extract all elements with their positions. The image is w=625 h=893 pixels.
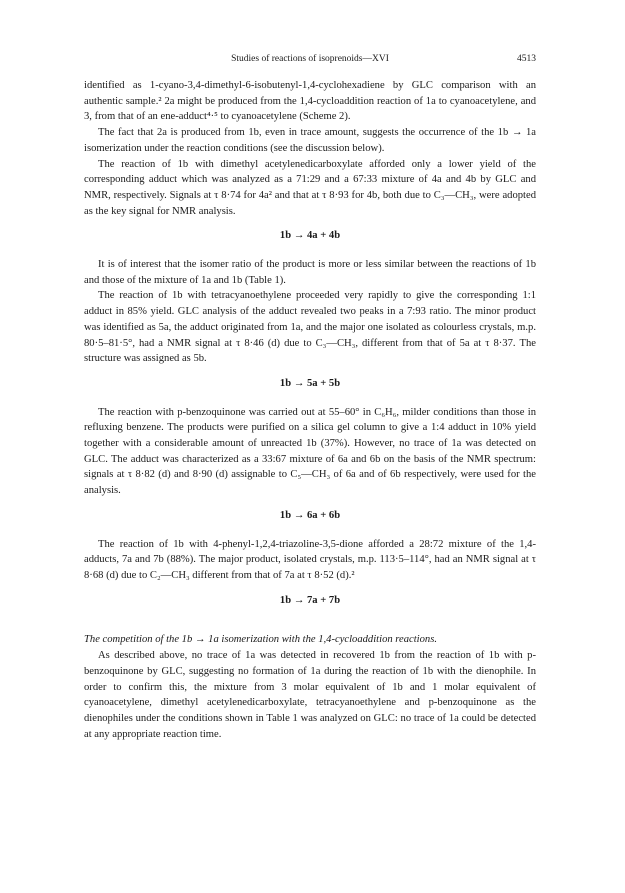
paragraph: The reaction of 1b with 4-phenyl-1,2,4-triazoline-3,5-dione afforded a 28:72 mixture of the 1,4-adducts, 7a and 7b (88%). The major product, isolated crystals, m.p. 113·5–114°, had an NMR signal at τ 8·68 (d) due to C₂—CH₃ different from that of 7a at τ 8·52 (d).² [84, 538, 536, 581]
running-title: Studies of reactions of isoprenoids—XVI [231, 54, 389, 64]
paragraph: The reaction with p-benzoquinone was carried out at 55–60° in C₆H₆, milder conditions than those in refluxing benzene. The products were purified on a silica gel column to give a 1:4 adduct in 10% yield together with a considerable amount of unreacted 1b (37%). However, no trace of 1a was detected on GLC. The adduct was characterized as a 33:67 mixture of 6a and 6b on the basis of the NMR spectrum: signals at τ 8·82 (d) and 8·90 (d) assignable to C₅—CH₃ of 6a and of 6b respectively, were used for the analysis. [84, 406, 536, 497]
reaction-equation: 1b → 6a + 6b [279, 509, 341, 521]
reaction-equation: 1b → 4a + 4b [279, 230, 341, 242]
paragraph: identified as 1-cyano-3,4-dimethyl-6-isobutenyl-1,4-cyclohexadiene by GLC comparison with an authentic sample.² 2a might be produced from the 1,4-cycloaddition reaction of 1a to cyanoacetylene, and 3, from that of an ene-adduct⁴·⁵ to cyanoacetylene (Scheme 2). [84, 80, 536, 123]
paragraph: As described above, no trace of 1a was detected in recovered 1b from the reaction of 1b with p-benzoquinone by GLC, suggesting no formation of 1a during the reaction of 1b with the dienophile. In order to confirm this, the mixture from 3 molar equivalent of 1b and 1 molar equivalent of cyanoacetylene, dimethyl acetylenedicarboxylate, tetracyanoethylene and p-benzoquinone as the dienophiles under the conditions shown in Table 1 was analyzed on GLC: no trace of 1a could be detected at any appropriate reaction time. [84, 650, 536, 740]
paragraph: The reaction of 1b with dimethyl acetylenedicarboxylate afforded only a lower yield of the corresponding adduct which was analyzed as a 71:29 and a 67:33 mixture of 4a and 4b by GLC and NMR, respectively. Signals at τ 8·74 for 4a² and that at τ 8·93 for 4b, both due to C₃—CH₃, were adopted as the key signal for NMR analysis. [84, 158, 536, 217]
running-header [84, 54, 536, 68]
section-heading: The competition of the 1b → 1a isomerization with the 1,4-cycloaddition reactions. [84, 634, 437, 646]
paragraph: The reaction of 1b with tetracyanoethylene proceeded very rapidly to give the corresponding 1:1 adduct in 85% yield. GLC analysis of the adduct revealed two peaks in a 7:93 ratio. The minor product was identified as 5a, the adduct originated from 1a, and the major one isolated as colourless crystals, m.p. 80·5–81·5°, had a NMR signal at τ 8·46 (d) due to C₃—CH₃, different from that of 5a at τ 8·37. The structure was assigned as 5b. [84, 290, 536, 365]
article-body [84, 78, 536, 742]
paragraph: It is of interest that the isomer ratio of the product is more or less similar between the reactions of 1b and those of the mixture of 1a and 1b (Table 1). [84, 259, 536, 286]
reaction-equation: 1b → 5a + 5b [279, 377, 341, 389]
reaction-equation: 1b → 7a + 7b [279, 594, 341, 606]
page-number: 4513 [517, 54, 536, 64]
paragraph: The fact that 2a is produced from 1b, even in trace amount, suggests the occurrence of the 1b → 1a isomerization under the reaction conditions (see the discussion below). [84, 127, 536, 154]
